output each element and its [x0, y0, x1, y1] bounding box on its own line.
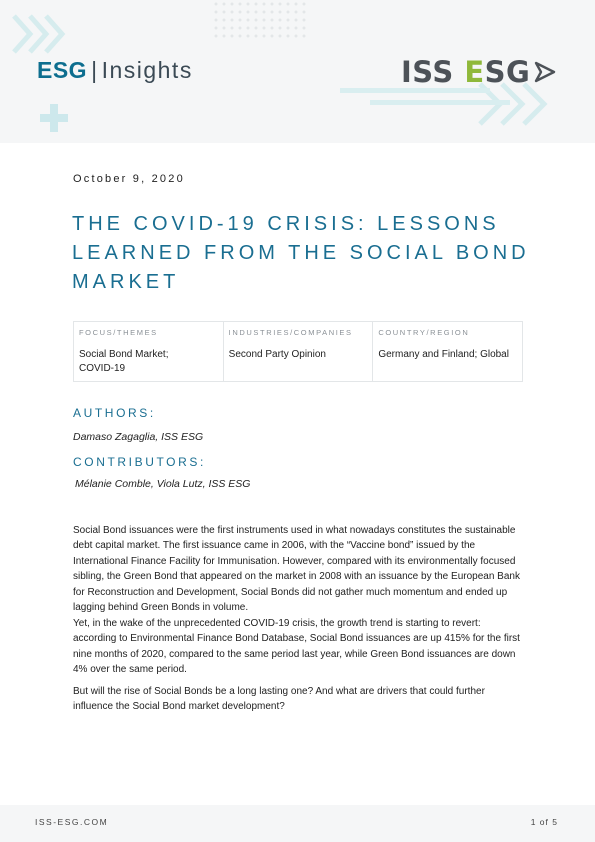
footer-website: ISS-ESG.COM	[35, 817, 109, 827]
meta-table	[73, 321, 523, 382]
meta-value: Second Party Opinion	[228, 349, 326, 360]
decor-stripe	[370, 100, 510, 105]
authors-value: Damaso Zagaglia, ISS ESG	[73, 431, 204, 443]
meta-country	[373, 322, 522, 381]
brand-insights: Insights	[101, 57, 193, 83]
brand-title	[37, 57, 193, 84]
header-band	[0, 0, 595, 143]
body-paragraph: Yet, in the wake of the unprecedented COVID-19 crisis, the growth trend is starting to revert: according to Environmental Finance Bond Database, Social Bond issuances are up 415% for the first nine months of 2020, compared to the same period last year, while Green Bond issuances are down 4% over the same period.	[73, 618, 520, 676]
meta-heading: COUNTRY/REGION	[378, 328, 470, 337]
body-paragraph: Social Bond issuances were the first instruments used in what nowadays constitutes the sustainable debt capital market. The first issuance came in 2006, with the “Vaccine bond” issued by the International Finance Facility for Immunisation. However, compared with its environmentally focused sibling, the Green Bond that appeared on the market in 2008 with an issuance by the European Bank for Reconstruction and Development, Social Bonds did not gather much momentum and ended up lagging behind Green Bonds in volume.	[73, 525, 520, 614]
brand-esg: ESG	[37, 57, 88, 83]
play-arrow-icon	[533, 60, 557, 84]
document-title: THE COVID-19 CRISIS: LESSONS LEARNED FROM THE SOCIAL BOND MARKET	[72, 213, 530, 293]
page-footer	[0, 805, 595, 842]
brand-separator: |	[91, 57, 98, 83]
page-number: 1 of 5	[530, 817, 558, 827]
meta-value: Germany and Finland; Global	[378, 349, 509, 360]
meta-industries	[224, 322, 374, 381]
meta-heading: FOCUS/THEMES	[79, 328, 158, 337]
body-paragraph: But will the rise of Social Bonds be a long lasting one? And what are drivers that could further influence the Social Bond market development?	[73, 686, 485, 713]
logo-iss: ISS	[401, 55, 465, 89]
authors-heading: AUTHORS:	[73, 406, 156, 420]
publication-date: October 9, 2020	[73, 173, 185, 185]
contributors-value: Mélanie Comble, Viola Lutz, ISS ESG	[75, 478, 251, 490]
meta-focus	[74, 322, 224, 381]
logo-e: E	[464, 55, 485, 89]
meta-value: Social Bond Market; COVID-19	[79, 349, 169, 374]
plus-icon	[40, 104, 68, 132]
contributors-heading: CONTRIBUTORS:	[73, 455, 206, 469]
iss-esg-logo	[401, 55, 557, 89]
meta-heading: INDUSTRIES/COMPANIES	[228, 328, 353, 337]
logo-sg: SG	[484, 55, 531, 89]
dot-grid-icon	[212, 0, 308, 46]
chevron-pattern-icon	[8, 12, 68, 56]
